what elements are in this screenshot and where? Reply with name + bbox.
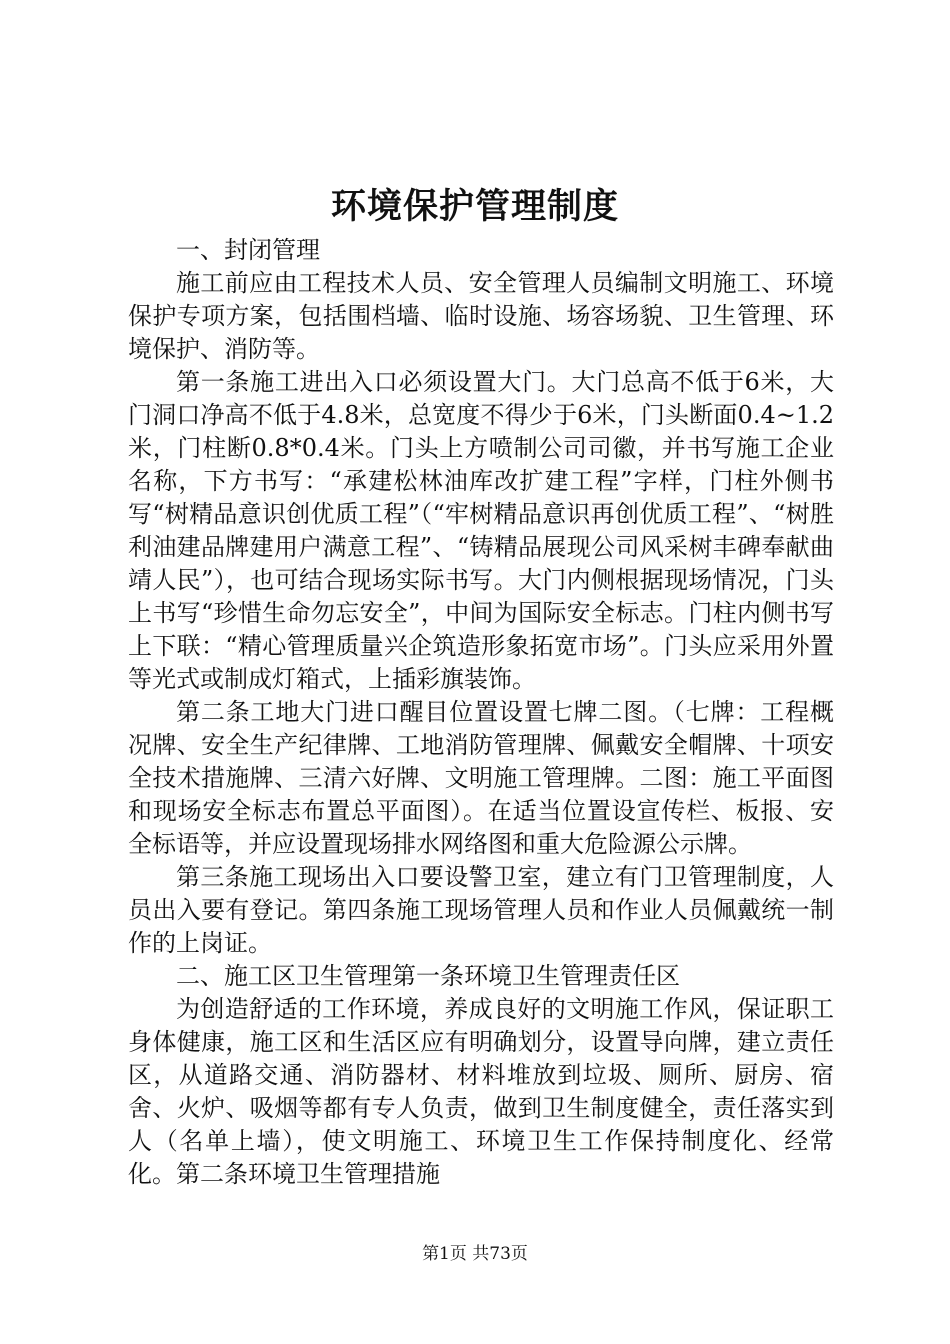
paragraph-article-1-gate: 第一条施工进出入口必须设置大门。大门总高不低于6米，大门洞口净高不低于4.8米，总宽度不得少于6米，门头断面0.4~1.2米，门柱断0.8*0.4米。门头上方喷制公司司徽，并书写施工企业名称，下方书写：“承建松林油库改扩建工程”字样，门柱外侧书写“树精品意识创优质工程”（“牢树精品意识再创优质工程”、“树胜利油建品牌建用户满意工程”、“铸精品展现公司风采树丰碑奉献曲靖人民”），也可结合现场实际书写。大门内侧根据现场情况，门头上书写“珍惜生命勿忘安全”，中间为国际安全标志。门柱内侧书写上下联：“精心管理质量兴企筑造形象拓宽市场”。门头应采用外置等光式或制成灯箱式，上插彩旗装饰。 bbox=[128, 368, 834, 693]
section-heading-hygiene: 二、施工区卫生管理第一条环境卫生管理责任区 bbox=[176, 962, 680, 990]
paragraph-article-3-4-guard: 第三条施工现场出入口要设警卫室，建立有门卫管理制度，人员出入要有登记。第四条施工现场管理人员和作业人员佩戴统一制作的上岗证。 bbox=[128, 863, 834, 957]
section-heading-closed-management: 一、封闭管理 bbox=[176, 236, 320, 264]
paragraph-intro: 施工前应由工程技术人员、安全管理人员编制文明施工、环境保护专项方案，包括围档墙、临时设施、场容场貌、卫生管理、环境保护、消防等。 bbox=[128, 269, 834, 363]
page-footer: 第1页 共73页 bbox=[422, 1244, 528, 1264]
paragraph-article-2-signs: 第二条工地大门进口醒目位置设置七牌二图。（七牌：工程概况牌、安全生产纪律牌、工地消防管理牌、佩戴安全帽牌、十项安全技术措施牌、三清六好牌、文明施工管理牌。二图：施工平面图和现场安全标志布置总平面图）。在适当位置设宣传栏、板报、安全标语等，并应设置现场排水网络图和重大危险源公示牌。 bbox=[128, 698, 834, 858]
document-title: 环境保护管理制度 bbox=[330, 186, 619, 227]
paragraph-hygiene-responsibility: 为创造舒适的工作环境，养成良好的文明施工作风，保证职工身体健康，施工区和生活区应有明确划分，设置导向牌，建立责任区，从道路交通、消防器材、材料堆放到垃圾、厕所、厨房、宿舍、火炉、吸烟等都有专人负责，做到卫生制度健全，责任落实到人（名单上墙），使文明施工、环境卫生工作保持制度化、经常化。第二条环境卫生管理措施 bbox=[128, 995, 834, 1188]
document-body bbox=[128, 234, 834, 1191]
